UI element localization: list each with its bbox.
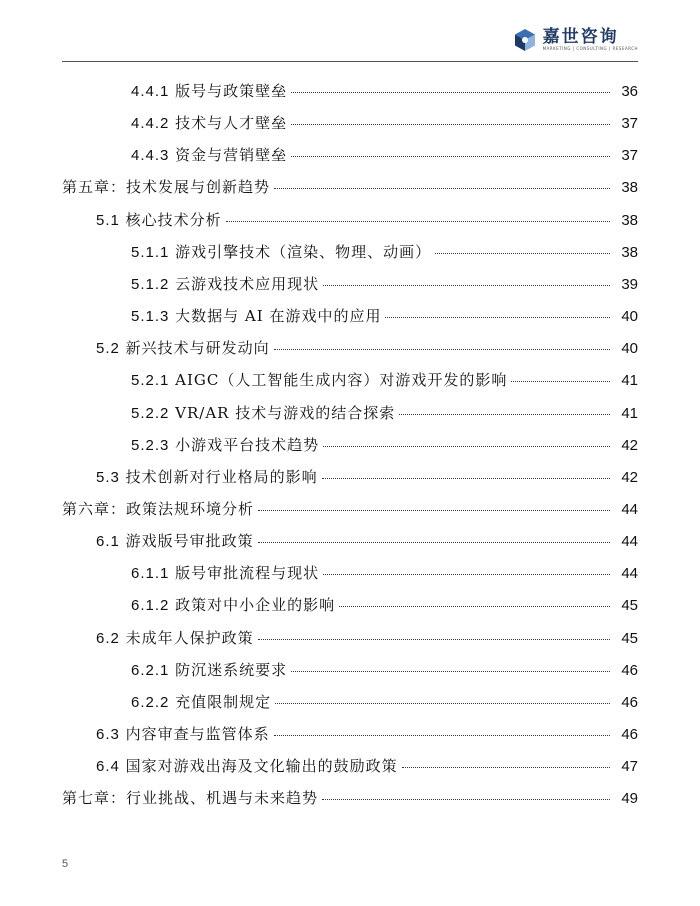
toc-entry-number: 6.4 [96, 758, 120, 776]
toc-entry-page: 47 [621, 758, 638, 776]
dot-leader [274, 349, 610, 350]
dot-leader [275, 703, 610, 704]
toc-entry[interactable] [0, 402, 700, 426]
toc-entry-text: 国家对游戏出海及文化输出的鼓励政策 [125, 757, 398, 776]
toc-entry[interactable] [0, 305, 700, 329]
toc-entry-number: 5.1.1 [131, 243, 170, 261]
toc-entry[interactable] [0, 691, 700, 715]
toc-entry-number: 5.1.3 [131, 308, 170, 326]
toc-entry-title [96, 627, 254, 648]
toc-entry-text: 云游戏技术应用现状 [175, 274, 320, 293]
dot-leader [402, 767, 610, 768]
toc-entry-number: 5.2.2 [131, 404, 170, 422]
toc-entry-page: 46 [621, 661, 638, 679]
toc-entry[interactable] [0, 144, 700, 168]
toc-entry[interactable] [0, 112, 700, 136]
dot-leader [322, 799, 610, 800]
toc-entry-text: 游戏引擎技术（渲染、物理、动画） [175, 242, 432, 261]
toc-entry-text: 游戏版号审批政策 [125, 532, 254, 551]
toc-entry-text: 内容审查与监管体系 [125, 725, 270, 743]
dot-leader [322, 478, 610, 479]
toc-entry-title [131, 594, 335, 615]
toc-entry[interactable] [0, 530, 700, 554]
toc-entry[interactable] [0, 466, 700, 490]
toc-entry-number: 6.1.1 [131, 565, 170, 583]
toc-entry-title [131, 691, 271, 712]
toc-entry-number: 5.2.1 [131, 372, 170, 390]
toc-entry-page: 40 [621, 340, 638, 358]
toc-entry-title [96, 209, 222, 230]
toc-entry-page: 38 [621, 179, 638, 197]
toc-entry-number: 6.1.2 [131, 597, 170, 615]
toc-entry-number: 4.4.1 [131, 83, 170, 100]
toc-entry-number: 5.2.3 [131, 436, 170, 454]
toc-entry[interactable] [0, 369, 700, 393]
dot-leader [291, 156, 610, 157]
toc-entry[interactable] [0, 787, 700, 811]
toc-entry[interactable] [0, 755, 700, 779]
toc-entry-text: 政策对中小企业的影响 [175, 596, 336, 615]
toc-entry-text: 第六章：政策法规环境分析 [62, 499, 255, 518]
toc-entry[interactable] [0, 337, 700, 361]
toc-entry-page: 44 [621, 533, 638, 551]
toc-entry-title [131, 144, 287, 165]
toc-entry-number: 6.2 [96, 629, 120, 647]
dot-leader [323, 285, 610, 286]
toc-entry-number: 6.2.2 [131, 693, 170, 711]
toc-entry-text: AIGC（人工智能生成内容）对游戏开发的影响 [175, 371, 508, 390]
toc-entry-page: 45 [621, 629, 638, 647]
toc-entry-text: 第五章：技术发展与创新趋势 [62, 178, 271, 197]
toc-entry-title [96, 755, 398, 776]
toc-entry-text: 充值限制规定 [175, 692, 272, 711]
toc-entry[interactable] [0, 627, 700, 651]
toc-entry-number: 6.3 [96, 726, 120, 743]
toc-entry-page: 49 [621, 790, 638, 808]
toc-entry-text: 未成年人保护政策 [125, 628, 254, 647]
toc-entry-title [131, 241, 431, 262]
toc-entry-text: 小游戏平台技术趋势 [175, 435, 320, 454]
toc-entry-title [62, 787, 318, 808]
header-divider [62, 61, 638, 62]
toc-entry[interactable] [0, 723, 700, 747]
toc-entry-text: 大数据与 AI 在游戏中的应用 [175, 307, 382, 326]
toc-entry[interactable] [0, 209, 700, 233]
toc-entry[interactable] [0, 434, 700, 458]
toc-entry-page: 36 [621, 83, 638, 100]
toc-entry-text: 防沉迷系统要求 [175, 660, 288, 679]
toc-entry-number: 4.4.2 [131, 115, 170, 133]
toc-entry-page: 40 [621, 308, 638, 326]
toc-entry[interactable] [0, 80, 700, 104]
toc-entry-text: 技术与人才壁垒 [175, 114, 288, 133]
toc-entry-page: 38 [621, 243, 638, 261]
toc-entry-title [131, 369, 507, 390]
dot-leader [274, 735, 610, 736]
toc-entry-title [131, 562, 319, 583]
toc-entry-text: 新兴技术与研发动向 [125, 339, 270, 358]
toc-entry[interactable] [0, 498, 700, 522]
toc-entry[interactable] [0, 594, 700, 618]
toc-entry-page: 42 [621, 436, 638, 454]
logo-name: 嘉世咨询 [542, 27, 619, 47]
toc-entry-page: 45 [621, 597, 638, 615]
toc-entry-title [96, 723, 270, 744]
dot-leader [291, 671, 610, 672]
toc-entry[interactable] [0, 273, 700, 297]
dot-leader [258, 639, 610, 640]
dot-leader [258, 542, 610, 543]
toc-entry-page: 39 [621, 275, 638, 293]
toc-entry-page: 38 [621, 211, 638, 229]
toc-entry-title [131, 434, 319, 455]
dot-leader [323, 574, 610, 575]
toc-entry-page: 42 [621, 468, 638, 486]
page-header [0, 0, 700, 62]
toc-entry-text: 版号与政策壁垒 [175, 82, 288, 100]
toc-entry[interactable] [0, 659, 700, 683]
toc-entry-page: 44 [621, 565, 638, 583]
toc-entry-text: VR/AR 技术与游戏的结合探索 [175, 403, 396, 422]
toc-entry-number: 5.3 [96, 468, 120, 486]
toc-entry-text: 核心技术分析 [125, 210, 222, 229]
dot-leader [399, 414, 610, 415]
toc-entry-number: 6.2.1 [131, 661, 170, 679]
dot-leader [385, 317, 610, 318]
toc-entry-title [96, 530, 254, 551]
toc-entry-title [131, 402, 395, 423]
cube-logo-icon [513, 28, 537, 52]
dot-leader [339, 606, 610, 607]
toc-entry-number: 6.1 [96, 533, 120, 551]
brand-logo [513, 28, 638, 52]
dot-leader [291, 92, 610, 93]
dot-leader [226, 221, 610, 222]
toc-entry-text: 版号审批流程与现状 [175, 564, 320, 583]
toc-entry-title [96, 466, 318, 487]
dot-leader [511, 381, 610, 382]
toc-entry-title [131, 659, 287, 680]
toc-entry-title [131, 80, 287, 101]
toc-entry-page: 46 [621, 726, 638, 743]
dot-leader [291, 124, 610, 125]
toc-entry-page: 37 [621, 147, 638, 165]
toc-entry-text: 资金与营销壁垒 [175, 146, 288, 165]
toc-entry-page: 46 [621, 693, 638, 711]
toc-entry-number: 5.1.2 [131, 275, 170, 293]
toc-entry-number: 5.2 [96, 340, 120, 358]
toc-entry[interactable] [0, 241, 700, 265]
dot-leader [274, 188, 610, 189]
toc-entry-page: 41 [621, 404, 638, 422]
dot-leader [323, 446, 610, 447]
dot-leader [435, 253, 610, 254]
toc-entry-text: 技术创新对行业格局的影响 [125, 467, 318, 486]
toc-entry-number: 5.1 [96, 211, 120, 229]
toc-entry-text: 第七章：行业挑战、机遇与未来趋势 [62, 789, 319, 808]
toc-entry-page: 44 [621, 500, 638, 518]
page-number: 5 [62, 858, 69, 870]
toc-entry-title [131, 112, 287, 133]
toc-entry-title [131, 305, 381, 326]
toc-entry-page: 37 [621, 115, 638, 133]
toc-entry-title [131, 273, 319, 294]
toc-entry-page: 41 [621, 372, 638, 390]
toc-entry[interactable] [0, 562, 700, 586]
toc-entry[interactable] [0, 176, 700, 200]
toc-entry-title [62, 176, 270, 197]
toc-entry-number: 4.4.3 [131, 147, 170, 165]
toc-entry-title [62, 498, 254, 519]
dot-leader [258, 510, 610, 511]
logo-tagline: MARKETING | CONSULTING | RESEARCH [542, 46, 638, 51]
toc-entry-title [96, 337, 270, 358]
